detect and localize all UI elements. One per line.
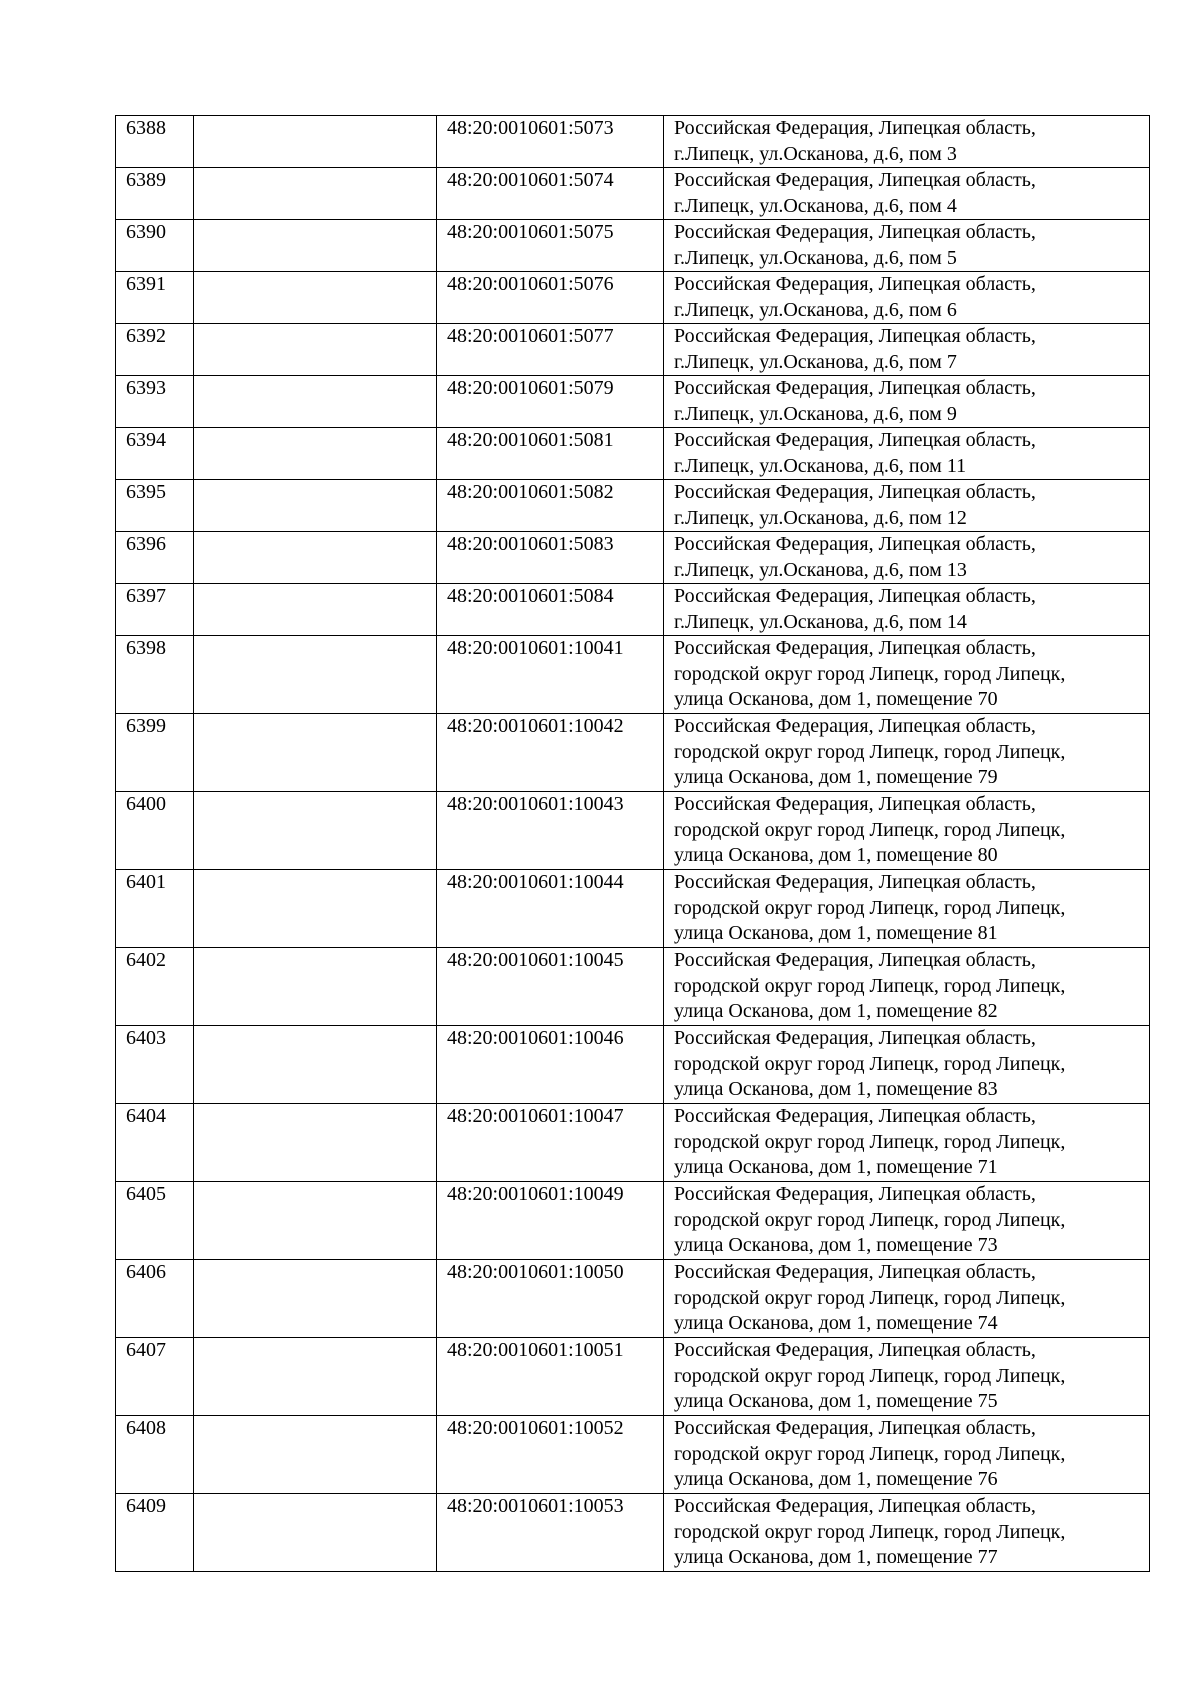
cadastral-number-cell: 48:20:0010601:10045 — [437, 948, 664, 1026]
table-row — [116, 1182, 1150, 1260]
empty-cell — [194, 1182, 437, 1260]
address-line: улица Осканова, дом 1, помещение 71 — [674, 1156, 998, 1178]
address-line: Российская Федерация, Липецкая область, — [674, 871, 1036, 893]
address-line: городской округ город Липецк, город Липецк, — [674, 1052, 1066, 1075]
row-number-cell: 6391 — [116, 272, 194, 324]
row-number-cell: 6409 — [116, 1494, 194, 1572]
address-cell — [664, 1260, 1150, 1338]
address-cell — [664, 584, 1150, 636]
empty-cell — [194, 428, 437, 480]
cadastral-number-cell: 48:20:0010601:10042 — [437, 714, 664, 792]
cadastral-number-cell: 48:20:0010601:10051 — [437, 1338, 664, 1416]
cadastral-number-cell: 48:20:0010601:10053 — [437, 1494, 664, 1572]
address-line: улица Осканова, дом 1, помещение 74 — [674, 1312, 998, 1334]
address-line: городской округ город Липецк, город Липецк, — [674, 974, 1066, 997]
address-cell — [664, 480, 1150, 532]
address-line: г.Липецк, ул.Осканова, д.6, пом 14 — [674, 610, 967, 633]
address-line: Российская Федерация, Липецкая область, — [674, 715, 1036, 737]
table-row — [116, 948, 1150, 1026]
address-line: городской округ город Липецк, город Липецк, — [674, 1208, 1066, 1231]
address-cell — [664, 714, 1150, 792]
cadastral-number-cell: 48:20:0010601:10046 — [437, 1026, 664, 1104]
address-line: городской округ город Липецк, город Липецк, — [674, 1130, 1066, 1153]
row-number-cell: 6389 — [116, 168, 194, 220]
address-line: городской округ город Липецк, город Липецк, — [674, 662, 1066, 685]
address-line: Российская Федерация, Липецкая область, — [674, 1339, 1036, 1361]
empty-cell — [194, 636, 437, 714]
registry-table — [115, 115, 1150, 1572]
row-number-cell: 6398 — [116, 636, 194, 714]
row-number-cell: 6397 — [116, 584, 194, 636]
table-row — [116, 1494, 1150, 1572]
table-row — [116, 272, 1150, 324]
row-number-cell: 6402 — [116, 948, 194, 1026]
row-number-cell: 6396 — [116, 532, 194, 584]
table-row — [116, 480, 1150, 532]
empty-cell — [194, 792, 437, 870]
empty-cell — [194, 1338, 437, 1416]
address-line: г.Липецк, ул.Осканова, д.6, пом 13 — [674, 558, 967, 581]
address-line: Российская Федерация, Липецкая область, — [674, 117, 1036, 139]
row-number-cell: 6400 — [116, 792, 194, 870]
address-line: Российская Федерация, Липецкая область, — [674, 325, 1036, 347]
empty-cell — [194, 584, 437, 636]
address-line: Российская Федерация, Липецкая область, — [674, 1495, 1036, 1517]
row-number-cell: 6403 — [116, 1026, 194, 1104]
cadastral-number-cell: 48:20:0010601:5074 — [437, 168, 664, 220]
address-cell — [664, 948, 1150, 1026]
cadastral-number-cell: 48:20:0010601:5073 — [437, 116, 664, 168]
cadastral-number-cell: 48:20:0010601:10044 — [437, 870, 664, 948]
cadastral-number-cell: 48:20:0010601:10050 — [437, 1260, 664, 1338]
address-cell — [664, 1026, 1150, 1104]
table-row — [116, 116, 1150, 168]
address-line: городской округ город Липецк, город Липецк, — [674, 1520, 1066, 1543]
address-line: г.Липецк, ул.Осканова, д.6, пом 6 — [674, 298, 957, 321]
table-row — [116, 324, 1150, 376]
row-number-cell: 6390 — [116, 220, 194, 272]
address-line: городской округ город Липецк, город Липецк, — [674, 1364, 1066, 1387]
table-row — [116, 220, 1150, 272]
address-cell — [664, 636, 1150, 714]
address-line: городской округ город Липецк, город Липецк, — [674, 896, 1066, 919]
address-line: городской округ город Липецк, город Липецк, — [674, 740, 1066, 763]
empty-cell — [194, 324, 437, 376]
cadastral-number-cell: 48:20:0010601:5083 — [437, 532, 664, 584]
address-line: Российская Федерация, Липецкая область, — [674, 533, 1036, 555]
row-number-cell: 6393 — [116, 376, 194, 428]
empty-cell — [194, 714, 437, 792]
cadastral-number-cell: 48:20:0010601:5081 — [437, 428, 664, 480]
address-cell — [664, 1338, 1150, 1416]
empty-cell — [194, 1026, 437, 1104]
empty-cell — [194, 870, 437, 948]
address-line: Российская Федерация, Липецкая область, — [674, 377, 1036, 399]
table-row — [116, 428, 1150, 480]
table-row — [116, 1104, 1150, 1182]
cadastral-number-cell: 48:20:0010601:10041 — [437, 636, 664, 714]
registry-table-body — [116, 116, 1150, 1572]
address-line: Российская Федерация, Липецкая область, — [674, 429, 1036, 451]
address-line: улица Осканова, дом 1, помещение 75 — [674, 1390, 998, 1412]
address-cell — [664, 792, 1150, 870]
cadastral-number-cell: 48:20:0010601:10047 — [437, 1104, 664, 1182]
address-line: Российская Федерация, Липецкая область, — [674, 221, 1036, 243]
cadastral-number-cell: 48:20:0010601:5076 — [437, 272, 664, 324]
row-number-cell: 6395 — [116, 480, 194, 532]
address-line: улица Осканова, дом 1, помещение 70 — [674, 688, 998, 710]
row-number-cell: 6388 — [116, 116, 194, 168]
address-line: Российская Федерация, Липецкая область, — [674, 1183, 1036, 1205]
cadastral-number-cell: 48:20:0010601:5084 — [437, 584, 664, 636]
address-cell — [664, 1416, 1150, 1494]
cadastral-number-cell: 48:20:0010601:10049 — [437, 1182, 664, 1260]
address-line: городской округ город Липецк, город Липецк, — [674, 818, 1066, 841]
address-cell — [664, 1494, 1150, 1572]
address-line: Российская Федерация, Липецкая область, — [674, 1105, 1036, 1127]
address-line: Российская Федерация, Липецкая область, — [674, 585, 1036, 607]
address-line: улица Осканова, дом 1, помещение 81 — [674, 922, 998, 944]
row-number-cell: 6404 — [116, 1104, 194, 1182]
empty-cell — [194, 948, 437, 1026]
empty-cell — [194, 376, 437, 428]
address-line: г.Липецк, ул.Осканова, д.6, пом 9 — [674, 402, 957, 425]
address-line: Российская Федерация, Липецкая область, — [674, 1261, 1036, 1283]
address-cell — [664, 324, 1150, 376]
address-line: улица Осканова, дом 1, помещение 73 — [674, 1234, 998, 1256]
row-number-cell: 6408 — [116, 1416, 194, 1494]
row-number-cell: 6392 — [116, 324, 194, 376]
address-cell — [664, 376, 1150, 428]
address-cell — [664, 870, 1150, 948]
table-row — [116, 792, 1150, 870]
cadastral-number-cell: 48:20:0010601:5079 — [437, 376, 664, 428]
address-cell — [664, 428, 1150, 480]
address-line: Российская Федерация, Липецкая область, — [674, 949, 1036, 971]
row-number-cell: 6406 — [116, 1260, 194, 1338]
address-line: Российская Федерация, Липецкая область, — [674, 1027, 1036, 1049]
table-row — [116, 376, 1150, 428]
address-line: Российская Федерация, Липецкая область, — [674, 793, 1036, 815]
address-line: г.Липецк, ул.Осканова, д.6, пом 11 — [674, 454, 967, 477]
cadastral-number-cell: 48:20:0010601:10052 — [437, 1416, 664, 1494]
cadastral-number-cell: 48:20:0010601:10043 — [437, 792, 664, 870]
empty-cell — [194, 1416, 437, 1494]
cadastral-number-cell: 48:20:0010601:5077 — [437, 324, 664, 376]
address-line: улица Осканова, дом 1, помещение 80 — [674, 844, 998, 866]
empty-cell — [194, 1104, 437, 1182]
table-row — [116, 1338, 1150, 1416]
address-line: Российская Федерация, Липецкая область, — [674, 481, 1036, 503]
cadastral-number-cell: 48:20:0010601:5075 — [437, 220, 664, 272]
empty-cell — [194, 1494, 437, 1572]
empty-cell — [194, 532, 437, 584]
table-row — [116, 636, 1150, 714]
table-row — [116, 1260, 1150, 1338]
row-number-cell: 6394 — [116, 428, 194, 480]
empty-cell — [194, 220, 437, 272]
address-line: г.Липецк, ул.Осканова, д.6, пом 12 — [674, 506, 967, 529]
row-number-cell: 6407 — [116, 1338, 194, 1416]
address-line: городской округ город Липецк, город Липецк, — [674, 1286, 1066, 1309]
address-line: улица Осканова, дом 1, помещение 82 — [674, 1000, 998, 1022]
address-cell — [664, 532, 1150, 584]
row-number-cell: 6401 — [116, 870, 194, 948]
address-line: Российская Федерация, Липецкая область, — [674, 637, 1036, 659]
address-line: улица Осканова, дом 1, помещение 76 — [674, 1468, 998, 1490]
row-number-cell: 6399 — [116, 714, 194, 792]
empty-cell — [194, 272, 437, 324]
table-row — [116, 1416, 1150, 1494]
address-line: г.Липецк, ул.Осканова, д.6, пом 4 — [674, 194, 957, 217]
empty-cell — [194, 480, 437, 532]
address-cell — [664, 1182, 1150, 1260]
address-line: улица Осканова, дом 1, помещение 83 — [674, 1078, 998, 1100]
address-line: улица Осканова, дом 1, помещение 79 — [674, 766, 998, 788]
address-line: городской округ город Липецк, город Липецк, — [674, 1442, 1066, 1465]
address-line: Российская Федерация, Липецкая область, — [674, 1417, 1036, 1439]
empty-cell — [194, 168, 437, 220]
address-line: г.Липецк, ул.Осканова, д.6, пом 5 — [674, 246, 957, 269]
table-row — [116, 584, 1150, 636]
address-line: улица Осканова, дом 1, помещение 77 — [674, 1546, 998, 1568]
cadastral-number-cell: 48:20:0010601:5082 — [437, 480, 664, 532]
address-line: Российская Федерация, Липецкая область, — [674, 169, 1036, 191]
address-cell — [664, 220, 1150, 272]
address-line: г.Липецк, ул.Осканова, д.6, пом 3 — [674, 142, 957, 165]
address-cell — [664, 168, 1150, 220]
address-line: Российская Федерация, Липецкая область, — [674, 273, 1036, 295]
address-cell — [664, 272, 1150, 324]
empty-cell — [194, 116, 437, 168]
table-row — [116, 714, 1150, 792]
table-row — [116, 532, 1150, 584]
table-row — [116, 168, 1150, 220]
address-cell — [664, 1104, 1150, 1182]
address-cell — [664, 116, 1150, 168]
address-line: г.Липецк, ул.Осканова, д.6, пом 7 — [674, 350, 957, 373]
row-number-cell: 6405 — [116, 1182, 194, 1260]
table-row — [116, 1026, 1150, 1104]
empty-cell — [194, 1260, 437, 1338]
table-row — [116, 870, 1150, 948]
